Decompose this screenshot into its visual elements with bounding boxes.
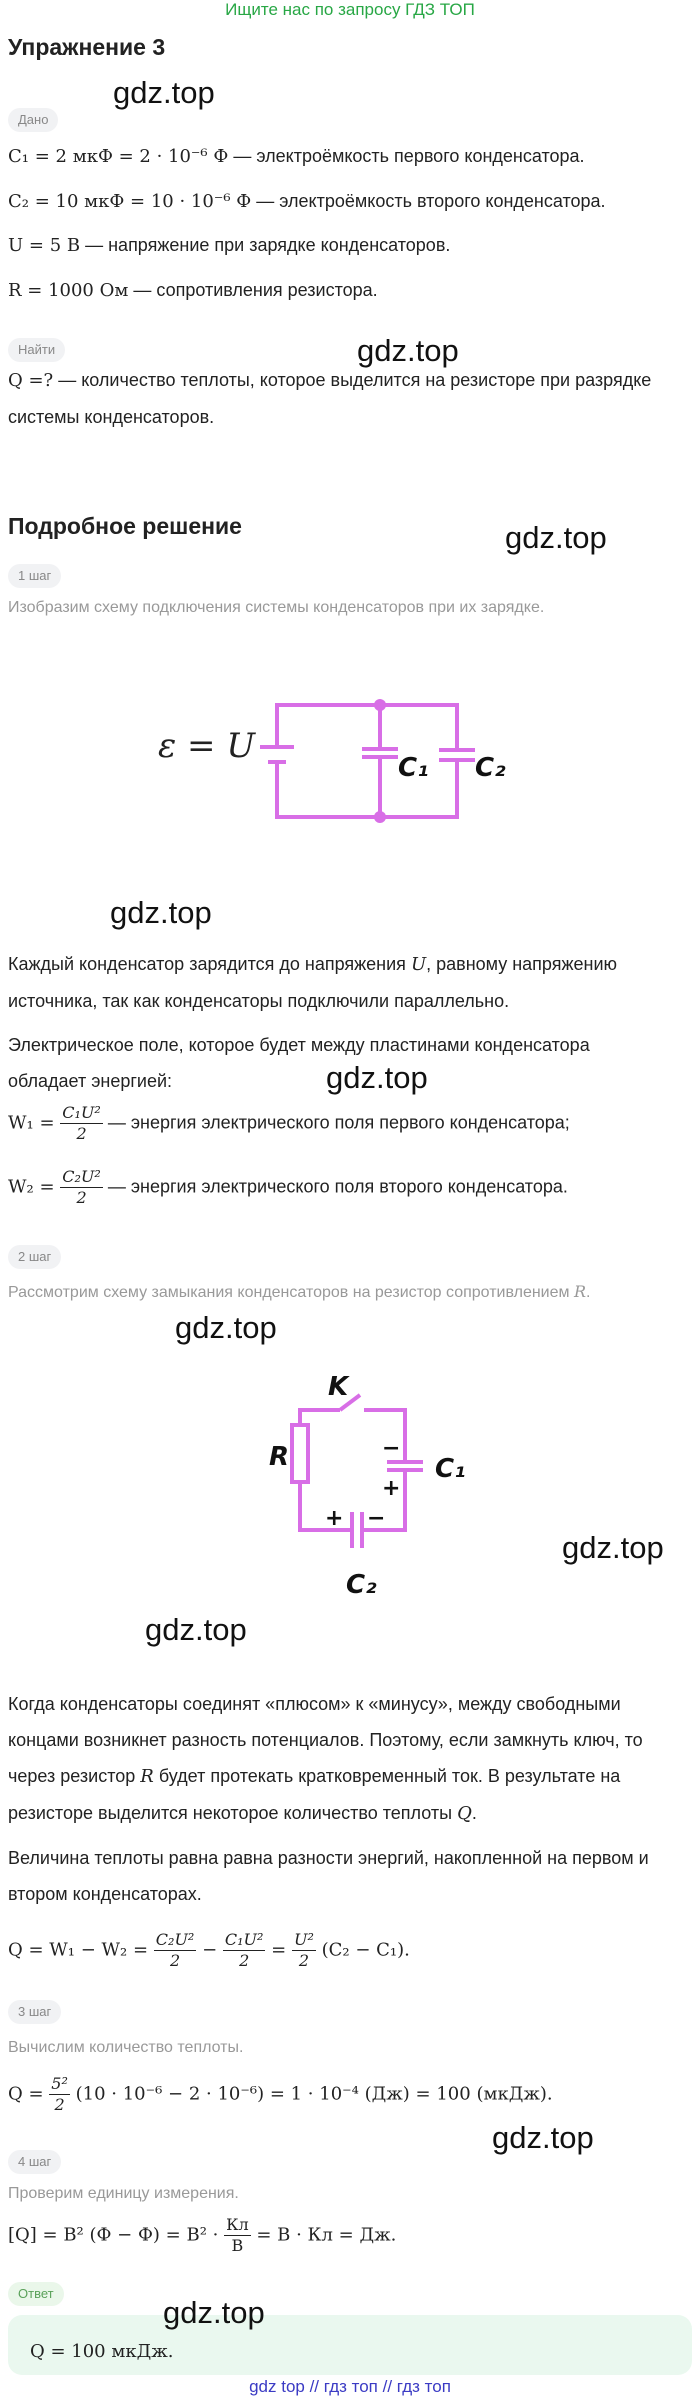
answer-text: Q = 100 мкДж. bbox=[30, 2341, 174, 2362]
step4-text: Проверим единицу измерения. bbox=[8, 2185, 239, 2202]
var-r: R bbox=[573, 1282, 586, 1301]
eq-lhs: Q = W₁ − W₂ = bbox=[8, 1939, 154, 1961]
discharge-circuit-diagram bbox=[260, 1365, 520, 1605]
given-chip: Дано bbox=[8, 108, 58, 132]
watermark: gdz.top bbox=[145, 1612, 247, 1647]
given-c1-text: — электроёмкость первого конденсатора. bbox=[228, 146, 585, 166]
w1-num: C₁U² bbox=[62, 1103, 101, 1122]
w2-fraction bbox=[60, 1167, 103, 1208]
minus-sign: − bbox=[382, 1436, 401, 1461]
watermark: gdz.top bbox=[492, 2120, 594, 2155]
step4-chip: 4 шаг bbox=[8, 2150, 61, 2174]
label-c1: C₁ bbox=[398, 753, 429, 783]
w2-formula bbox=[8, 1167, 692, 1208]
q-difference-formula bbox=[8, 1930, 692, 1971]
w1-den: 2 bbox=[76, 1124, 87, 1143]
w1-lhs: W₁ = bbox=[8, 1112, 61, 1134]
charging-circuit-diagram bbox=[150, 690, 530, 840]
w1-text: — энергия электрического поля первого конденсатора; bbox=[102, 1112, 570, 1133]
step2-p1-text: . bbox=[471, 1803, 477, 1823]
eq-op: − bbox=[196, 1939, 223, 1961]
step1-p1-text: , равному напряжению источника, так как конденсаторы подключили параллельно. bbox=[8, 954, 618, 1011]
given-c2-formula: C₂ = 10 мкФ = 10 · 10⁻⁶ Ф bbox=[8, 191, 252, 212]
given-c2-text: — электроёмкость второго конденсатора. bbox=[251, 191, 606, 211]
eq-num: C₁U² bbox=[224, 1930, 264, 1949]
watermark: gdz.top bbox=[357, 333, 459, 368]
eq-tail: (10 · 10⁻⁶ − 2 · 10⁻⁶) = 1 · 10⁻⁴ (Дж) = 100 (мкДж). bbox=[69, 2083, 553, 2105]
eq-fraction bbox=[224, 2215, 251, 2256]
watermark: gdz.top bbox=[113, 75, 215, 110]
step2-text-part: . bbox=[586, 1284, 591, 1301]
find-q bbox=[8, 362, 686, 435]
eq-fraction bbox=[154, 1930, 197, 1971]
watermark: gdz.top bbox=[163, 2295, 265, 2330]
step2-chip: 2 шаг bbox=[8, 1245, 61, 1269]
w2-num: C₂U² bbox=[62, 1167, 101, 1186]
given-r-formula: R = 1000 Ом bbox=[8, 280, 129, 301]
eq-den: 2 bbox=[54, 2095, 65, 2114]
given-u bbox=[8, 233, 692, 258]
given-c1 bbox=[8, 144, 692, 169]
step2-p1 bbox=[8, 1686, 688, 1832]
step3-text: Вычислим количество теплоты. bbox=[8, 2039, 244, 2056]
label-r: R bbox=[269, 1442, 290, 1472]
plus-sign: + bbox=[382, 1476, 401, 1501]
var-r: R bbox=[140, 1766, 154, 1787]
label-c2: C₂ bbox=[475, 753, 506, 783]
eq-den: 2 bbox=[239, 1951, 250, 1970]
watermark: gdz.top bbox=[175, 1310, 277, 1345]
eq-den: 2 bbox=[298, 1951, 310, 1970]
junction-dot bbox=[374, 699, 386, 711]
eq-num: C₂U² bbox=[155, 1930, 195, 1949]
step2-text bbox=[8, 1280, 692, 1305]
top-banner[interactable]: Ищите нас по запросу ГДЗ ТОП bbox=[225, 0, 475, 19]
eq-fraction bbox=[49, 2074, 70, 2115]
solution-title: Подробное решение bbox=[8, 513, 242, 539]
given-u-text: — напряжение при зарядке конденсаторов. bbox=[80, 235, 451, 255]
given-r bbox=[8, 278, 692, 303]
var-u: U bbox=[410, 954, 427, 975]
var-q: Q bbox=[457, 1803, 472, 1824]
eq-fraction bbox=[223, 1930, 266, 1971]
source-label: ε = U bbox=[158, 726, 256, 766]
find-q-text: — количество теплоты, которое выделится на резисторе при разрядке системы конденсаторов. bbox=[8, 370, 652, 427]
bottom-links[interactable]: gdz top // гдз топ // гдз топ bbox=[249, 2377, 451, 2396]
eq-num: Кл bbox=[226, 2215, 249, 2234]
eq-tail: = В · Кл = Дж. bbox=[250, 2224, 397, 2246]
w1-formula bbox=[8, 1103, 692, 1144]
w2-text: — энергия электрического поля второго конденсатора. bbox=[102, 1176, 568, 1197]
step1-p2: Электрическое поле, которое будет между пластинами конденсатора обладает энергией: bbox=[8, 1035, 590, 1091]
given-c1-formula: C₁ = 2 мкФ = 2 · 10⁻⁶ Ф bbox=[8, 146, 229, 167]
find-q-formula: Q =? bbox=[8, 370, 54, 391]
eq-den: 2 bbox=[169, 1951, 181, 1970]
eq-lhs: Q = bbox=[8, 2083, 50, 2105]
given-c2 bbox=[8, 189, 692, 214]
w2-den: 2 bbox=[76, 1188, 87, 1207]
junction-dot bbox=[374, 811, 386, 823]
w1-fraction bbox=[60, 1103, 103, 1144]
plus-sign: + bbox=[325, 1506, 344, 1531]
step1-p1-text: Каждый конденсатор зарядится до напряжения bbox=[8, 954, 411, 974]
w2-lhs: W₂ = bbox=[8, 1176, 61, 1198]
watermark: gdz.top bbox=[326, 1060, 428, 1095]
eq-den: В bbox=[231, 2236, 244, 2255]
find-chip: Найти bbox=[8, 338, 65, 362]
given-r-text: — сопротивления резистора. bbox=[128, 280, 378, 300]
step1-text: Изобразим схему подключения системы конденсаторов при их зарядке. bbox=[8, 599, 545, 616]
label-k: K bbox=[328, 1372, 349, 1402]
watermark: gdz.top bbox=[110, 895, 212, 930]
unit-check-formula bbox=[8, 2215, 692, 2256]
label-c1: C₁ bbox=[435, 1454, 466, 1484]
circuit-wires bbox=[292, 1395, 423, 1548]
step3-chip: 3 шаг bbox=[8, 2000, 61, 2024]
watermark: gdz.top bbox=[505, 520, 607, 555]
answer-chip: Ответ bbox=[8, 2282, 64, 2306]
eq-fraction bbox=[292, 1930, 316, 1971]
step2-p1-text: Когда конденсаторы соединят «плюсом» к «минусу», между свободными концами возникнет разность потенциалов. Поэтому, если замкнуть ключ, то через резистор bbox=[8, 1694, 643, 1786]
step2-p2: Величина теплоты равна равна разности энергий, накопленной на первом и втором конденсаторах. bbox=[8, 1848, 649, 1904]
q-value-formula bbox=[8, 2074, 692, 2115]
circuit-wires bbox=[260, 705, 475, 817]
minus-sign: − bbox=[367, 1506, 386, 1531]
eq-tail: (C₂ − C₁). bbox=[315, 1939, 410, 1961]
step2-p1-text: будет протекать кратковременный ток. В результате на резисторе выделится некоторое количество теплоты bbox=[8, 1766, 621, 1823]
eq-num: 5² bbox=[51, 2074, 68, 2093]
step2-text-part: Рассмотрим схему замыкания конденсаторов на резистор сопротивлением bbox=[8, 1284, 574, 1301]
given-u-formula: U = 5 В bbox=[8, 235, 81, 256]
label-c2: C₂ bbox=[346, 1570, 377, 1600]
eq-op: = bbox=[265, 1939, 292, 1961]
step1-chip: 1 шаг bbox=[8, 564, 61, 588]
eq-lhs: [Q] = В² (Ф − Ф) = В² · bbox=[8, 2224, 225, 2246]
watermark: gdz.top bbox=[562, 1530, 664, 1565]
step1-p1 bbox=[8, 946, 668, 1019]
eq-num: U² bbox=[293, 1930, 314, 1949]
exercise-title: Упражнение 3 bbox=[8, 34, 166, 60]
